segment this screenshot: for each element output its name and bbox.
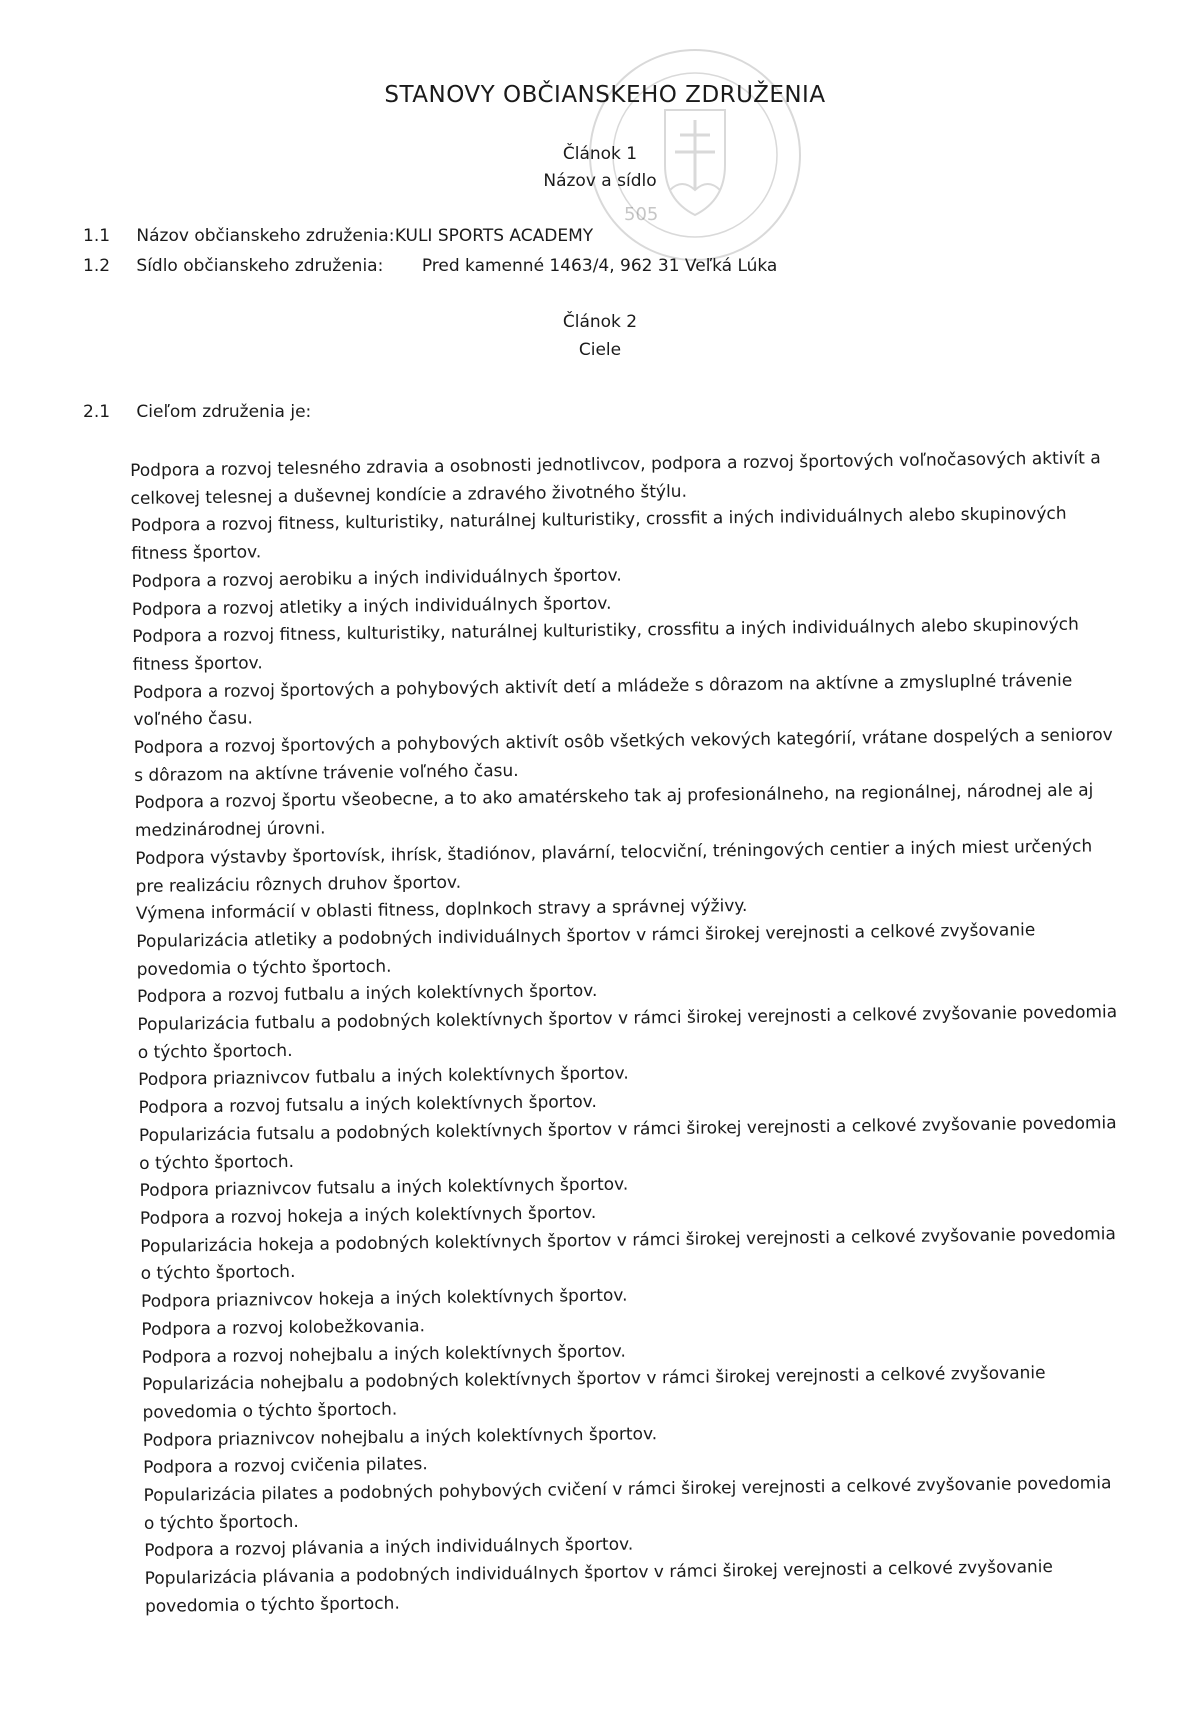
field-value: Pred kamenné 1463/4, 962 31 Veľká Lúka	[421, 256, 778, 276]
goal-item: Popularizácia futbalu a podobných kolektívnych športov v rámci širokej verejnosti a celkové zvyšovanie povedomia o týchto športoch.	[137, 1002, 1118, 1063]
goal-item: Podpora a rozvoj fitness, kulturistiky, naturálnej kulturistiky, crossfit a iných individuálnych alebo skupinových fitness športov.	[130, 504, 1067, 565]
document-title: STANOVY OBČIANSKEHO ZDRUŽENIA	[384, 82, 826, 108]
field-seat-row	[83, 256, 777, 276]
goal-item: Popularizácia pilates a podobných pohybových cvičení v rámci širokej verejnosti a celkové zvyšovanie povedomia o týchto športoch.	[143, 1473, 1112, 1534]
field-label: Sídlo občianskeho združenia:	[136, 256, 384, 276]
goal-item: Podpora a rozvoj hokeja a iných kolektívnych športov.	[139, 1202, 597, 1229]
goal-item: Popularizácia atletiky a podobných individuálnych športov v rámci širokej verejnosti a celkové zvyšovanie povedomia o týchto športoch.	[136, 920, 1036, 980]
goal-item: Popularizácia futsalu a podobných kolektívnych športov v rámci širokej verejnosti a celkové zvyšovanie povedomia o týchto športoch.	[138, 1113, 1117, 1174]
goal-item: Podpora a rozvoj futbalu a iných kolektívnych športov.	[136, 981, 598, 1008]
goal-item: Podpora a rozvoj nohejbalu a iných kolektívnych športov.	[141, 1341, 626, 1368]
goal-item: Podpora priaznivcov futbalu a iných kolektívnych športov.	[138, 1063, 629, 1091]
article-1-heading: Článok 1	[562, 144, 638, 164]
field-name-row	[83, 226, 593, 246]
goal-item: Podpora a rozvoj kolobežkovania.	[141, 1316, 426, 1340]
goal-item: Podpora priaznivcov futsalu a iných kolektívnych športov.	[139, 1174, 629, 1202]
goal-item: Podpora a rozvoj športových a pohybových aktivít detí a mládeže s dôrazom na aktívne a zmysluplné trávenie voľného času.	[132, 670, 1073, 731]
field-number: 1.1	[83, 226, 111, 246]
field-label: Názov občianskeho združenia:	[136, 226, 395, 246]
goal-item: Podpora a rozvoj telesného zdravia a osobnosti jednotlivcov, podpora a rozvoj športových voľnočasových aktivít a celkovej telesnej a duševnej kondície a zdravého životného štýlu.	[130, 448, 1101, 509]
goal-item: Podpora priaznivcov hokeja a iných kolektívnych športov.	[140, 1285, 628, 1313]
goal-item: Podpora a rozvoj fitness, kulturistiky, naturálnej kulturistiky, crossfitu a iných individuálnych alebo skupinových fitness športov.	[132, 614, 1079, 675]
goals-intro	[83, 402, 311, 422]
goal-item: Popularizácia hokeja a podobných kolektívnych športov v rámci širokej verejnosti a celkové zvyšovanie povedomia o týchto športoch.	[140, 1223, 1117, 1285]
goal-item: Podpora a rozvoj futsalu a iných kolektívnych športov.	[138, 1092, 598, 1119]
goals-list	[130, 445, 1125, 1621]
svg-text:505: 505	[624, 204, 659, 225]
field-number: 1.2	[83, 256, 111, 276]
goal-item: Podpora a rozvoj atletiky a iných individuálnych športov.	[131, 593, 612, 620]
article-1-subheading: Názov a sídlo	[543, 171, 657, 191]
goal-item: Podpora priaznivcov nohejbalu a iných kolektívnych športov.	[142, 1423, 658, 1451]
goal-item: Podpora a rozvoj aerobiku a iných individuálnych športov.	[131, 565, 622, 592]
goal-item: Podpora a rozvoj plávania a iných individuálnych športov.	[144, 1534, 634, 1562]
article-2-heading: Článok 2	[562, 312, 638, 332]
goal-item: Popularizácia plávania a podobných individuálnych športov v rámci širokej verejnosti a celkové zvyšovanie povedomia o týchto športoch.	[144, 1557, 1054, 1617]
goal-item: Podpora výstavby športovísk, ihrísk, štadiónov, plavární, telocviční, tréningových centier a iných miest určených pre realizáciu rôznych druhov športov.	[135, 836, 1093, 897]
article-2-subheading: Ciele	[578, 340, 622, 360]
goal-item: Podpora a rozvoj športu všeobecne, a to ako amatérskeho tak aj profesionálneho, na regionálnej, národnej ale aj medzinárodnej úrovni.	[134, 780, 1094, 842]
goals-intro-text: Cieľom združenia je:	[136, 402, 312, 422]
goal-item: Podpora a rozvoj športových a pohybových aktivít osôb všetkých vekových kategórií, vrátane dospelých a seniorov s dôrazom na aktívne trávenie voľného času.	[133, 725, 1113, 786]
field-value: KULI SPORTS ACADEMY	[394, 226, 594, 246]
seal-number	[620, 200, 690, 226]
goal-item: Podpora a rozvoj cvičenia pilates.	[143, 1454, 428, 1479]
goal-item: Výmena informácií v oblasti fitness, doplnkoch stravy a správnej výživy.	[135, 896, 748, 925]
goal-item: Popularizácia nohejbalu a podobných kolektívnych športov v rámci širokej verejnosti a celkové zvyšovanie povedomia o týchto športoch.	[142, 1363, 1046, 1423]
section-number: 2.1	[83, 402, 111, 422]
